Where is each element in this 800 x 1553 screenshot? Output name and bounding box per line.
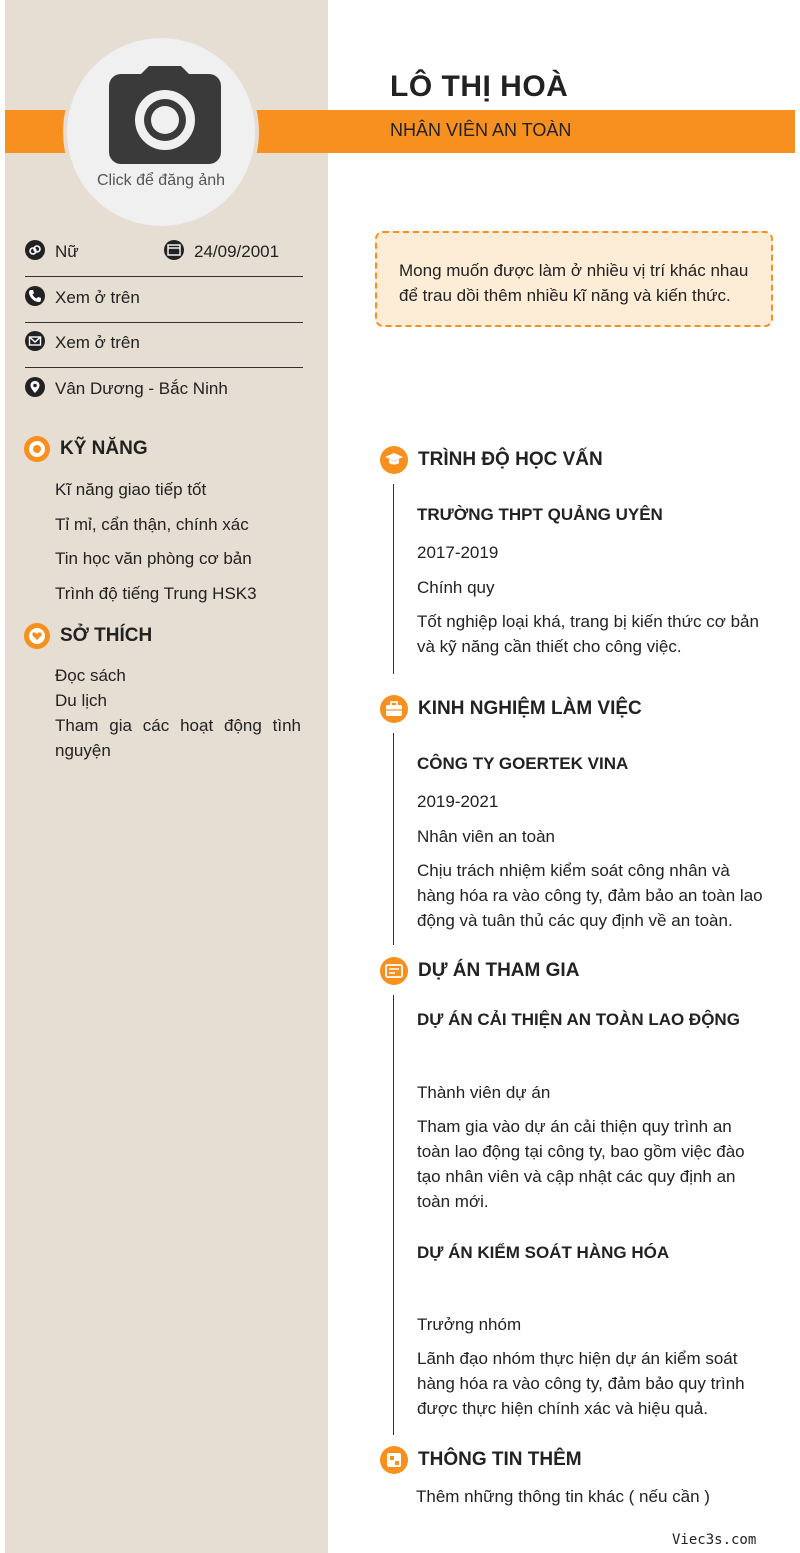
address-value[interactable]: Vân Dương - Bắc Ninh [55, 379, 228, 398]
project-description[interactable]: Lãnh đạo nhóm thực hiện dự án kiểm soát hàng hóa ra vào công ty, đảm bảo quy trình được thực hiện chính xác và hiệu quả. [417, 1349, 745, 1418]
camera-icon [109, 64, 221, 164]
info-row-address [25, 367, 303, 413]
photo-caption: Click để đăng ảnh [96, 172, 226, 189]
project-description[interactable]: Tham gia vào dự án cải thiện quy trình an toàn lao động tại công ty, bao gồm việc đào tạo nhân viên và cập nhật các quy định an toàn mới. [417, 1117, 745, 1211]
projects-timeline [393, 995, 394, 1435]
gender-value[interactable]: Nữ [55, 242, 79, 261]
project-icon [380, 957, 408, 985]
graduation-cap-icon [380, 446, 408, 474]
photo-upload[interactable] [63, 34, 259, 230]
email-value[interactable]: Xem ở trên [55, 333, 140, 352]
calendar-icon [164, 240, 184, 260]
hobby-item[interactable]: Tham gia các hoạt động tình nguyện [55, 716, 301, 760]
location-pin-icon [25, 377, 45, 397]
experience-description[interactable]: Chịu trách nhiệm kiểm soát công nhân và hàng hóa ra vào công ty, đảm bảo an toàn lao động và tuân thủ các quy định về an toàn. [417, 861, 763, 930]
project-role[interactable]: Thành viên dự án [417, 1083, 551, 1102]
skills-title: KỸ NĂNG [60, 438, 148, 459]
envelope-icon [25, 331, 45, 351]
education-timeline [393, 484, 394, 674]
hobby-item[interactable]: Du lịch [55, 691, 107, 710]
job-title[interactable]: NHÂN VIÊN AN TOÀN [390, 120, 572, 140]
education-period[interactable]: 2017-2019 [417, 543, 499, 562]
additional-text[interactable]: Thêm những thông tin khác ( nếu cần ) [416, 1487, 710, 1506]
skills-icon [24, 436, 50, 462]
experience-title: KINH NGHIỆM LÀM VIỆC [418, 698, 642, 719]
skill-item[interactable]: Tin học văn phòng cơ bản [55, 549, 252, 568]
skill-item[interactable]: Tỉ mỉ, cẩn thận, chính xác [55, 515, 249, 534]
skill-item[interactable]: Trình độ tiếng Trung HSK3 [55, 584, 257, 603]
projects-title: DỰ ÁN THAM GIA [418, 960, 580, 981]
experience-period[interactable]: 2019-2021 [417, 792, 499, 811]
info-row-phone [25, 276, 303, 323]
experience-timeline [393, 733, 394, 945]
project-name[interactable]: DỰ ÁN KIỂM SOÁT HÀNG HÓA [417, 1243, 670, 1262]
heart-icon [24, 623, 50, 649]
gender-icon [25, 240, 45, 260]
info-row-gender-birthday [25, 230, 303, 277]
education-type[interactable]: Chính quy [417, 578, 495, 597]
company-name[interactable]: CÔNG TY GOERTEK VINA [417, 754, 629, 773]
project-role[interactable]: Trưởng nhóm [417, 1315, 522, 1334]
education-title: TRÌNH ĐỘ HỌC VẤN [418, 449, 603, 470]
info-icon [380, 1446, 408, 1474]
additional-title: THÔNG TIN THÊM [418, 1449, 582, 1470]
footer-brand: Viec3s.com [672, 1532, 757, 1548]
hobby-item[interactable]: Đọc sách [55, 666, 126, 685]
education-description[interactable]: Tốt nghiệp loại khá, trang bị kiến thức cơ bản và kỹ năng cần thiết cho công việc. [417, 612, 759, 656]
skill-item[interactable]: Kĩ năng giao tiếp tốt [55, 480, 207, 499]
experience-position[interactable]: Nhân viên an toàn [417, 827, 555, 846]
phone-value[interactable]: Xem ở trên [55, 288, 140, 307]
birthday-value[interactable]: 24/09/2001 [194, 242, 280, 261]
project-name[interactable]: DỰ ÁN CẢI THIỆN AN TOÀN LAO ĐỘNG [417, 1010, 740, 1029]
school-name[interactable]: TRƯỜNG THPT QUẢNG UYÊN [417, 505, 663, 524]
hobbies-title: SỞ THÍCH [60, 625, 153, 646]
info-row-email [25, 321, 303, 368]
career-objective[interactable]: Mong muốn được làm ở nhiều vị trí khác nhau để trau dồi thêm nhiều kĩ năng và kiến thức. [375, 231, 773, 327]
briefcase-icon [380, 695, 408, 723]
phone-icon [25, 286, 45, 306]
candidate-name[interactable]: LÔ THỊ HOÀ [390, 70, 569, 103]
